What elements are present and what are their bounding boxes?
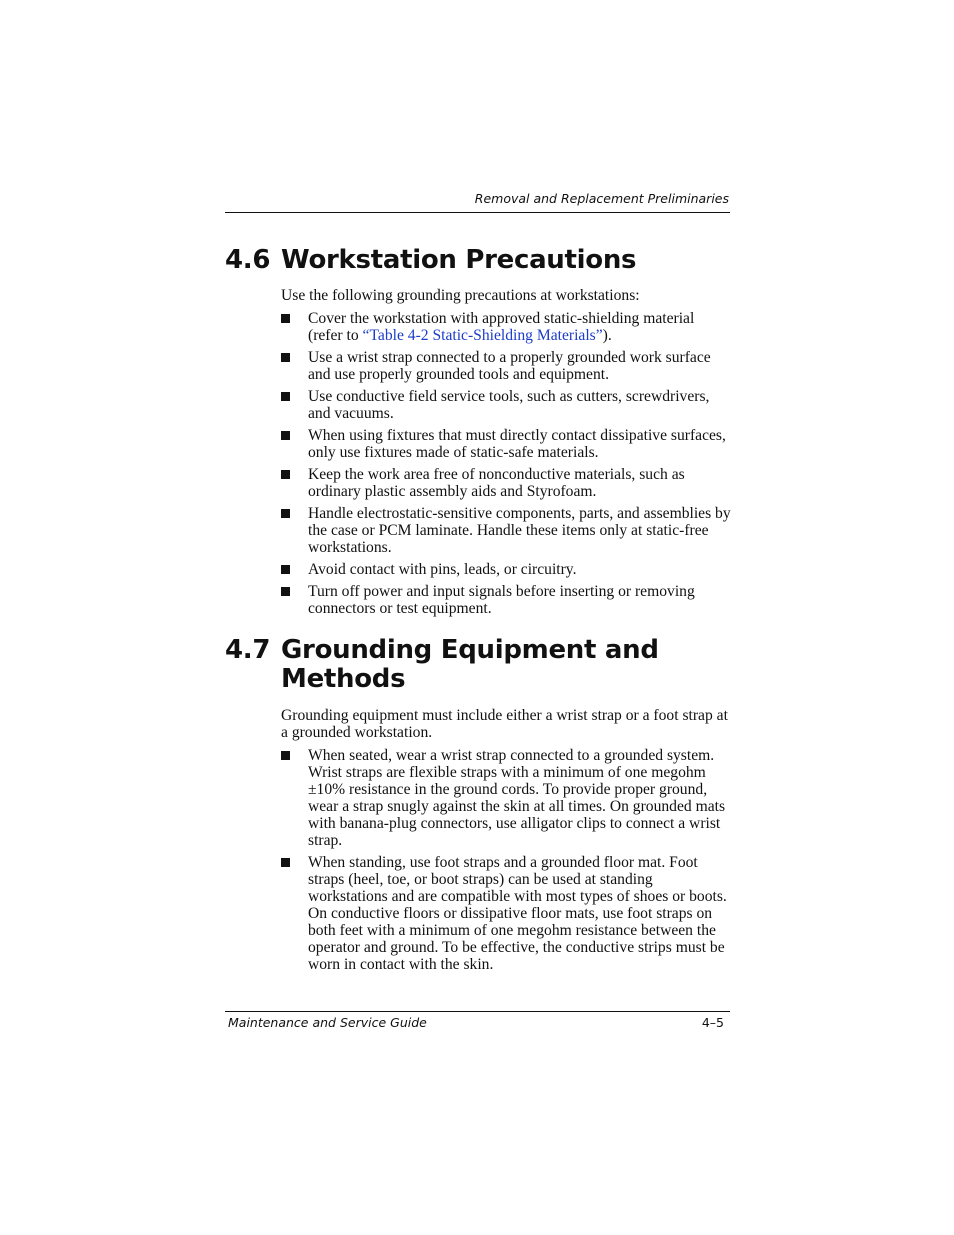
section-heading-4-6 xyxy=(225,246,730,275)
section-intro: Use the following grounding precautions at workstations: xyxy=(281,287,640,304)
list-item xyxy=(281,349,731,383)
list-item xyxy=(281,561,731,578)
section-heading-4-7 xyxy=(225,636,730,694)
list-item xyxy=(281,310,731,344)
list-item-text: When seated, wear a wrist strap connected to a grounded system. Wrist straps are flexible straps with a minimum of one megohm ±10% resistance in the ground cords. To provide proper ground, wear a strap snugly against the skin at all times. On grounded mats with banana-plug connectors, use alligator clips to connect a wrist strap. xyxy=(308,747,726,849)
list-item-text: Turn off power and input signals before inserting or removing connectors or test equipment. xyxy=(308,583,695,617)
running-footer xyxy=(228,1013,726,1033)
footer-rule xyxy=(225,1011,730,1012)
list-item-text: Avoid contact with pins, leads, or circuitry. xyxy=(308,561,577,578)
square-bullet-icon xyxy=(281,392,290,401)
list-item xyxy=(281,427,731,461)
page-number: 4–5 xyxy=(701,1015,724,1030)
list-item-text: When using fixtures that must directly contact dissipative surfaces, only use fixtures made of static-safe materials. xyxy=(308,427,726,461)
square-bullet-icon xyxy=(281,431,290,440)
list-item-text: Use conductive field service tools, such as cutters, screwdrivers, and vacuums. xyxy=(308,388,710,422)
square-bullet-icon xyxy=(281,565,290,574)
square-bullet-icon xyxy=(281,470,290,479)
list-item-text: Keep the work area free of nonconductive materials, such as ordinary plastic assembly aids and Styrofoam. xyxy=(308,466,685,500)
list-item-text: Use a wrist strap connected to a properly grounded work surface and use properly grounded tools and equipment. xyxy=(308,349,711,383)
list-item-text: ). xyxy=(602,327,612,344)
list-item-text: Cover the workstation with approved static-shielding material (refer to xyxy=(308,310,695,344)
list-item-text: When standing, use foot straps and a grounded floor mat. Foot straps (heel, toe, or boot straps) can be used at standing workstations and are compatible with most types of shoes or boots. On conductive floors or dissipative floor mats, use foot straps on both feet with a minimum of one megohm resistance between the operator and ground. To be effective, the conductive strips must be worn in contact with the skin. xyxy=(308,854,727,973)
bullet-list xyxy=(281,747,731,973)
table-reference-link[interactable]: “Table 4-2 Static-Shielding Materials” xyxy=(362,327,603,344)
section-title: Workstation Precautions xyxy=(281,245,637,275)
section-body-4-7 xyxy=(281,707,731,978)
section-title: Grounding Equipment and Methods xyxy=(281,635,659,694)
list-item xyxy=(281,747,731,849)
bullet-list xyxy=(281,310,731,617)
list-item-text: Handle electrostatic-sensitive components, parts, and assemblies by the case or PCM laminate. Handle these items only at static-free workstations. xyxy=(308,505,731,556)
list-item xyxy=(281,388,731,422)
footer-guide-title: Maintenance and Service Guide xyxy=(228,1015,427,1030)
list-item xyxy=(281,583,731,617)
square-bullet-icon xyxy=(281,353,290,362)
square-bullet-icon xyxy=(281,751,290,760)
section-number: 4.6 xyxy=(225,245,271,275)
section-intro: Grounding equipment must include either a wrist strap or a foot strap at a grounded workstation. xyxy=(281,707,728,741)
list-item xyxy=(281,854,731,973)
list-item xyxy=(281,505,731,556)
section-number: 4.7 xyxy=(225,635,271,665)
running-header: Removal and Replacement Preliminaries xyxy=(474,191,729,206)
square-bullet-icon xyxy=(281,314,290,323)
list-item xyxy=(281,466,731,500)
header-rule xyxy=(225,212,730,213)
square-bullet-icon xyxy=(281,587,290,596)
square-bullet-icon xyxy=(281,858,290,867)
section-body-4-6 xyxy=(281,287,731,622)
square-bullet-icon xyxy=(281,509,290,518)
